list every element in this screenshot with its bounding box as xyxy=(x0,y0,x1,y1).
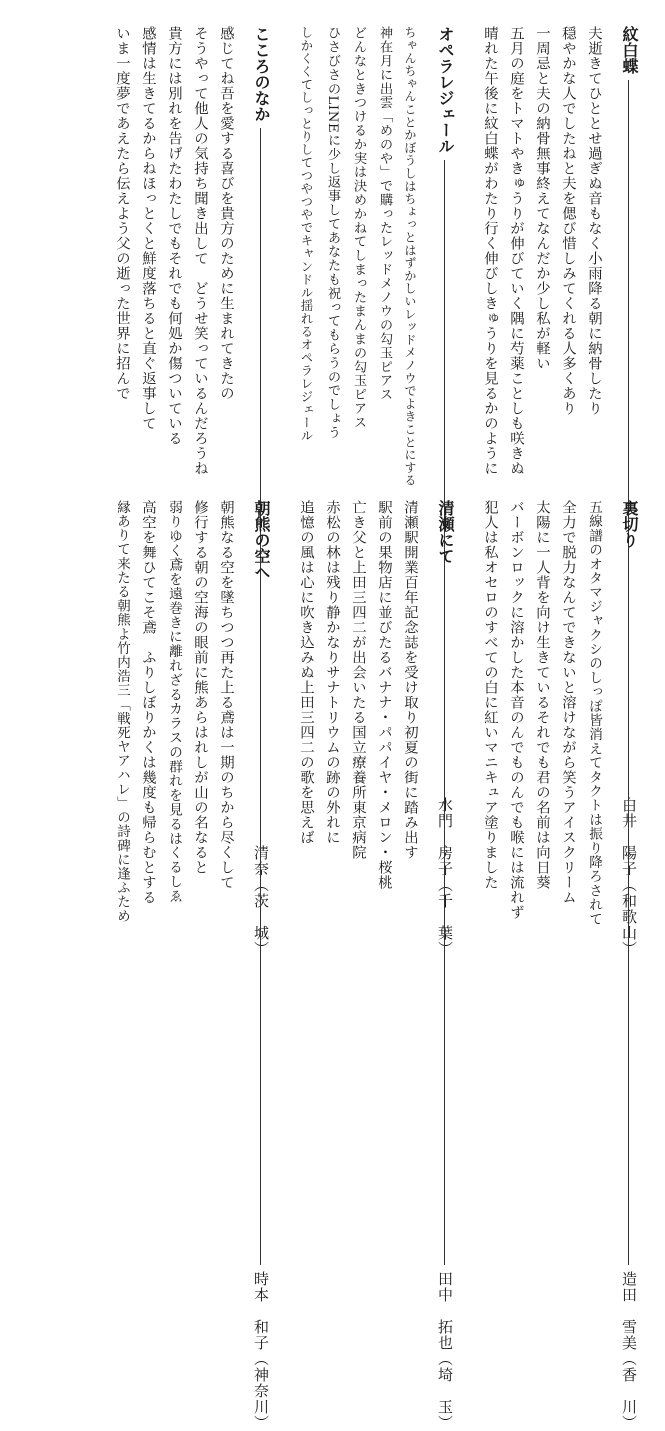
poem-block-uragiri xyxy=(477,500,639,1431)
poem-body xyxy=(293,26,423,487)
poem-title: 紋白蝶 xyxy=(617,26,639,74)
poem-title: 清瀬にて xyxy=(433,500,455,564)
poem-line: 夫逝きてひととせ過ぎぬ音もなく小雨降る朝に納骨したり xyxy=(581,26,607,476)
poem-line: 駅前の果物店に並びたるバナナ・パパイヤ・メロン・桜桃 xyxy=(371,500,397,890)
poem-body xyxy=(293,500,423,890)
poem-header xyxy=(249,500,271,1431)
poem-line: 一周忌と夫の納骨無事終えてなんだか少し私が軽い xyxy=(529,26,555,476)
poem-title: こころのなか xyxy=(249,26,271,122)
poem-author: 清奈（茨 城） xyxy=(249,845,271,957)
poem-header xyxy=(433,500,455,1431)
poem-body xyxy=(109,500,239,923)
poem-line: ちゃんちゃんことかぼうしはちょっとはずかしいレッドメノウでよきことにする xyxy=(397,26,423,487)
poem-title: 朝熊の空へ xyxy=(249,500,271,580)
poem-line: 神在月に出雲「めのや」で購ったレッドメノウの勾玉ピアス xyxy=(371,26,397,487)
poem-line: 赤松の林は残り静かなりサナトリウムの跡の外れに xyxy=(319,500,345,890)
poem-title: 裏切り xyxy=(617,500,639,548)
poem-line: 修行する朝の空海の眼前に熊あらはれしが山の名なると xyxy=(187,500,213,923)
poem-line: 弱りゆく鳶を遠巻きに離れざるカラスの群れを見るはくるしゑ xyxy=(161,500,187,923)
poem-line: 清瀬駅開業百年記念誌を受け取り初夏の街に踏み出す xyxy=(397,500,423,890)
poem-header xyxy=(617,500,639,1431)
poem-block-asama xyxy=(109,500,271,1431)
poem-line: 感情は生きてるからねほっとくと鮮度落ちると直ぐ返事して xyxy=(135,26,161,476)
poem-line: 五線譜のオタマジャクシのしっぽ皆消えてタクトは振り降ろされて xyxy=(581,500,607,926)
poem-line: バーボンロックに溶かした本音のんでものんでも喉には流れず xyxy=(503,500,529,926)
poem-line: 縁ありて来たる朝熊よ竹内浩三「戦死ヤアハレ」の詩碑に逢ふため xyxy=(109,500,135,923)
poem-line: 高空を舞ひてこそ鳶 ふりしぼりかくは幾度も帰らむとする xyxy=(135,500,161,923)
poem-line: 亡き父と上田三四二が出会いたる国立療養所東京病院 xyxy=(345,500,371,890)
poem-title: オペラレジェール xyxy=(433,26,455,154)
poem-line: 追憶の風は心に吹き込みぬ上田三四二の歌を思えば xyxy=(293,500,319,890)
poem-line: 五月の庭をトマトやきゅうりが伸びていく隅に芍薬ことしも咲きぬ xyxy=(503,26,529,476)
poem-body xyxy=(109,26,239,476)
poem-author: 白井 陽子（和歌山） xyxy=(617,797,639,957)
poem-line: 犯人は私オセロのすべての白に紅いマニキュア塗りました xyxy=(477,500,503,926)
poem-line: 晴れた午後に紋白蝶がわたり行く伸びしきゅうりを見るかのように xyxy=(477,26,503,476)
poem-line: 太陽に一人背を向け生きているそれでも君の名前は向日葵 xyxy=(529,500,555,926)
poem-block-kiyose xyxy=(293,500,455,1431)
poem-line: 貴方には別れを告げたわたしでもそれでも何処か傷ついている xyxy=(161,26,187,476)
poem-line: どんなときつけるか実は決めかねてしまったまんまの勾玉ピアス xyxy=(345,26,371,487)
poem-line: しかくくてしっとりしてつやつやでキャンドル揺れるオペラレジェール xyxy=(293,26,319,487)
poem-line: いま一度夢であえたら伝えよう父の逝った世界に招んで xyxy=(109,26,135,476)
title-rule xyxy=(444,570,445,1265)
poem-line: 穏やかな人でしたねと夫を偲び惜しみてくれる人多くあり xyxy=(555,26,581,476)
bottom-row xyxy=(0,500,665,920)
poem-line: 朝熊なる空を墜ちつつ再た上る鳶は一期のちから尽くして xyxy=(213,500,239,923)
poem-line: ひさびさのLINEに少し返事してあなたも祝ってもらうのでしょう xyxy=(319,26,345,487)
poem-line: 全力で脱力なんてできないと溶けながら笑うアイスクリーム xyxy=(555,500,581,926)
poem-author: 水門 房子（千 葉） xyxy=(433,797,455,957)
poem-author xyxy=(249,1271,271,1431)
poem-body xyxy=(477,500,607,926)
title-rule xyxy=(260,586,261,1265)
title-rule xyxy=(628,554,629,1265)
poem-line: 感じてね吾を愛する喜びを貴方のために生まれてきたの xyxy=(213,26,239,476)
poem-author xyxy=(617,1271,639,1431)
poem-author xyxy=(433,1271,455,1431)
poem-body xyxy=(477,26,607,476)
top-row xyxy=(0,26,665,431)
poem-line: そうやって他人の気持ち聞き出して どうせ笑っているんだろうね xyxy=(187,26,213,476)
